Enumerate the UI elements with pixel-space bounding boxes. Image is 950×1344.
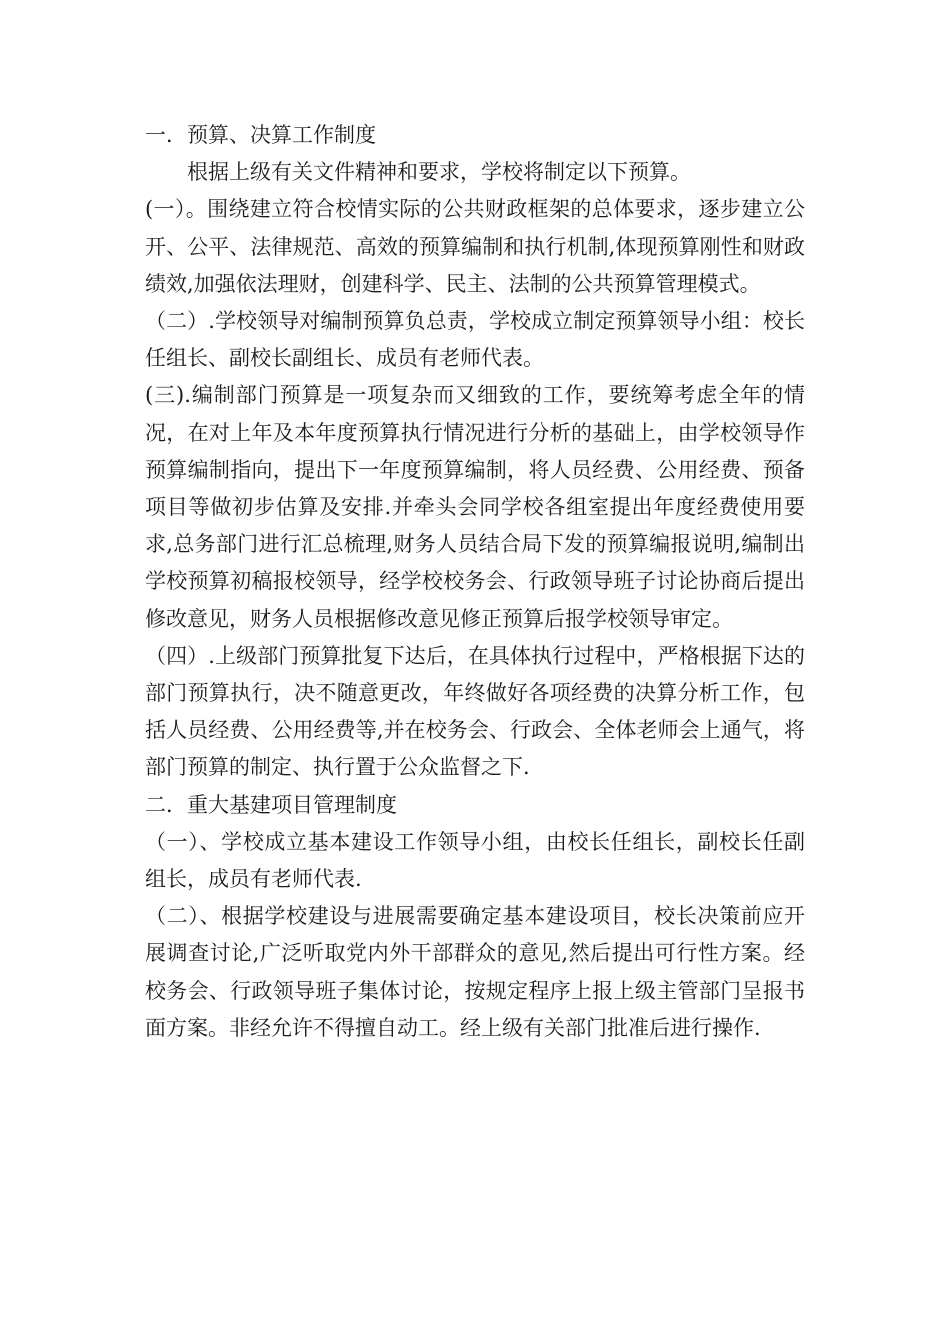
section-1-title: 一．预算、决算工作制度 — [145, 123, 376, 147]
section-1-paragraph-4: （四）.上级部门预算批复下达后，在具体执行过程中，严格根据下达的部门预算执行，决不随意更改，年终做好各项经费的决算分析工作，包括人员经费、公用经费等,并在校务会、行政会、全体老师会上通气，将部门预算的制定、执行置于公众监督之下. — [145, 643, 805, 780]
section-2-paragraph-2: （二）、根据学校建设与进展需要确定基本建设项目，校长决策前应开展调查讨论,广泛听取党内外干部群众的意见,然后提出可行性方案。经校务会、行政领导班子集体讨论，按规定程序上报上级主管部门呈报书面方案。非经允许不得擅自动工。经上级有关部门批准后进行操作. — [145, 904, 805, 1040]
section-2-paragraph-1: （一）、学校成立基本建设工作领导小组，由校长任组长，副校长任副组长，成员有老师代表. — [145, 829, 805, 892]
section-1-paragraph-1: (一）。围绕建立符合校情实际的公共财政框架的总体要求，逐步建立公开、公平、法律规范、高效的预算编制和执行机制,体现预算刚性和财政绩效,加强依法理财，创建科学、民主、法制的公共预算管理模式。 — [145, 197, 805, 296]
section-1-intro: 根据上级有关文件精神和要求，学校将制定以下预算。 — [187, 160, 691, 185]
section-2-title: 二．重大基建项目管理制度 — [145, 792, 397, 817]
section-1-paragraph-2: （二）.学校领导对编制预算负总责，学校成立制定预算领导小组：校长任组长、副校长副组长、成员有老师代表。 — [145, 309, 805, 371]
document-body — [145, 117, 805, 1047]
section-1-paragraph-3: (三).编制部门预算是一项复杂而又细致的工作，要统筹考虑全年的情况，在对上年及本年度预算执行情况进行分析的基础上，由学校领导作预算编制指向，提出下一年度预算编制，将人员经费、公用经费、预备项目等做初步估算及安排.并牵头会同学校各组室提出年度经费使用要求,总务部门进行汇总梳理,财务人员结合局下发的预算编报说明,编制出学校预算初稿报校领导，经学校校务会、行政领导班子讨论协商后提出修改意见，财务人员根据修改意见修正预算后报学校领导审定。 — [145, 383, 805, 631]
